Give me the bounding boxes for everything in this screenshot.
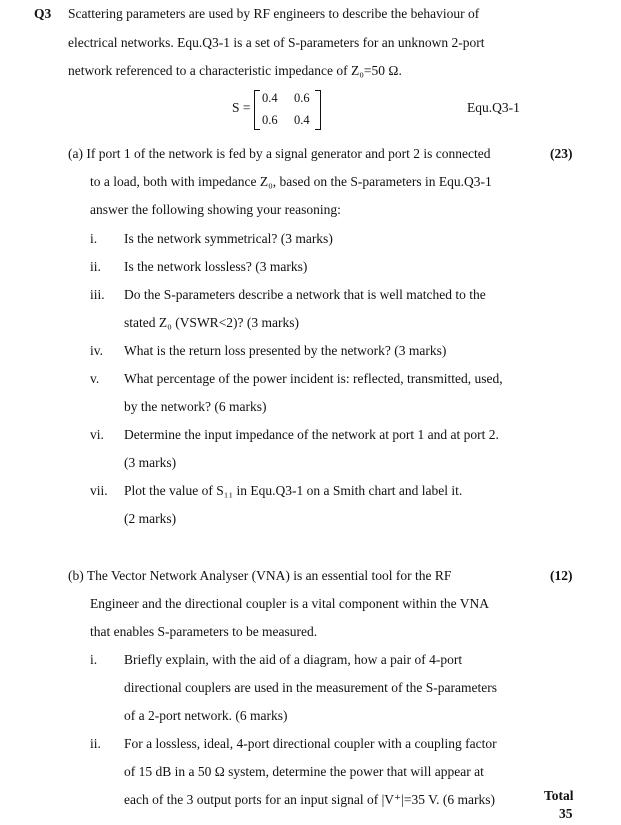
part-a-item-text: Plot the value of S₁₁ in Equ.Q3-1 on a Smith chart and label it.: [124, 483, 463, 498]
intro-line-2: electrical networks. Equ.Q3-1 is a set of S-parameters for an unknown 2-port: [68, 35, 485, 50]
part-b-item-text: each of the 3 output ports for an input signal of |V⁺|=35 V. (6 marks): [124, 792, 495, 807]
part-a-item-number: ii.: [90, 259, 101, 274]
part-a-item-number: v.: [90, 371, 100, 386]
part-a-item-text: by the network? (6 marks): [124, 399, 267, 414]
part-b-item-text: of 15 dB in a 50 Ω system, determine the power that will appear at: [124, 764, 484, 779]
part-a-item-text: Do the S-parameters describe a network that is well matched to the: [124, 287, 486, 302]
matrix-s11: 0.4: [262, 91, 278, 105]
part-b-item-text: of a 2-port network. (6 marks): [124, 708, 288, 723]
part-b-item-text: For a lossless, ideal, 4-port directional coupler with a coupling factor: [124, 736, 497, 751]
intro-line-3: network referenced to a characteristic impedance of Z₀=50 Ω.: [68, 63, 402, 78]
part-a-marks: (23): [550, 146, 573, 161]
part-a-item-text: (3 marks): [124, 455, 177, 470]
matrix-left-bracket: [254, 90, 260, 130]
part-b-line-1: (b) The Vector Network Analyser (VNA) is an essential tool for the RF: [68, 568, 452, 583]
part-a-item-text: Determine the input impedance of the network at port 1 and at port 2.: [124, 427, 499, 442]
total-label: Total: [544, 788, 574, 803]
part-a-item-number: iv.: [90, 343, 103, 358]
part-a-item-text: (2 marks): [124, 511, 177, 526]
part-a-item-text: What is the return loss presented by the network? (3 marks): [124, 343, 447, 358]
part-a-item-text: stated Z₀ (VSWR<2)? (3 marks): [124, 315, 300, 330]
part-a-item-number: i.: [90, 231, 98, 246]
intro-line-1: Scattering parameters are used by RF engineers to describe the behaviour of: [68, 6, 480, 21]
total-value: 35: [559, 806, 573, 821]
matrix-right-bracket: [315, 90, 321, 130]
equation-tag: Equ.Q3-1: [467, 100, 520, 115]
part-a-item-number: iii.: [90, 287, 105, 302]
part-b-marks: (12): [550, 568, 573, 583]
part-a-item-number: vii.: [90, 483, 108, 498]
part-a-line-3: answer the following showing your reasoning:: [90, 202, 341, 217]
part-b-line-3: that enables S-parameters to be measured.: [90, 624, 318, 639]
matrix-s21: 0.6: [262, 113, 278, 127]
question-number: Q3: [34, 6, 52, 21]
part-b-line-2: Engineer and the directional coupler is a vital component within the VNA: [90, 596, 490, 611]
part-b-item-number: ii.: [90, 736, 101, 751]
part-a-item-text: Is the network symmetrical? (3 marks): [124, 231, 333, 246]
matrix-label: S =: [232, 100, 251, 115]
s-parameter-matrix: [232, 88, 322, 132]
part-a-line-1: (a) If port 1 of the network is fed by a signal generator and port 2 is connected: [68, 146, 491, 161]
part-a-item-number: vi.: [90, 427, 104, 442]
part-a-item-text: Is the network lossless? (3 marks): [124, 259, 308, 274]
part-b-item-number: i.: [90, 652, 98, 667]
part-b-item-text: Briefly explain, with the aid of a diagram, how a pair of 4-port: [124, 652, 463, 667]
matrix-s22: 0.4: [294, 113, 310, 127]
matrix-s12: 0.6: [294, 91, 310, 105]
part-b-item-text: directional couplers are used in the measurement of the S-parameters: [124, 680, 497, 695]
part-a-line-2: to a load, both with impedance Z₀, based on the S-parameters in Equ.Q3-1: [90, 174, 492, 189]
part-a-item-text: What percentage of the power incident is: reflected, transmitted, used,: [124, 371, 503, 386]
